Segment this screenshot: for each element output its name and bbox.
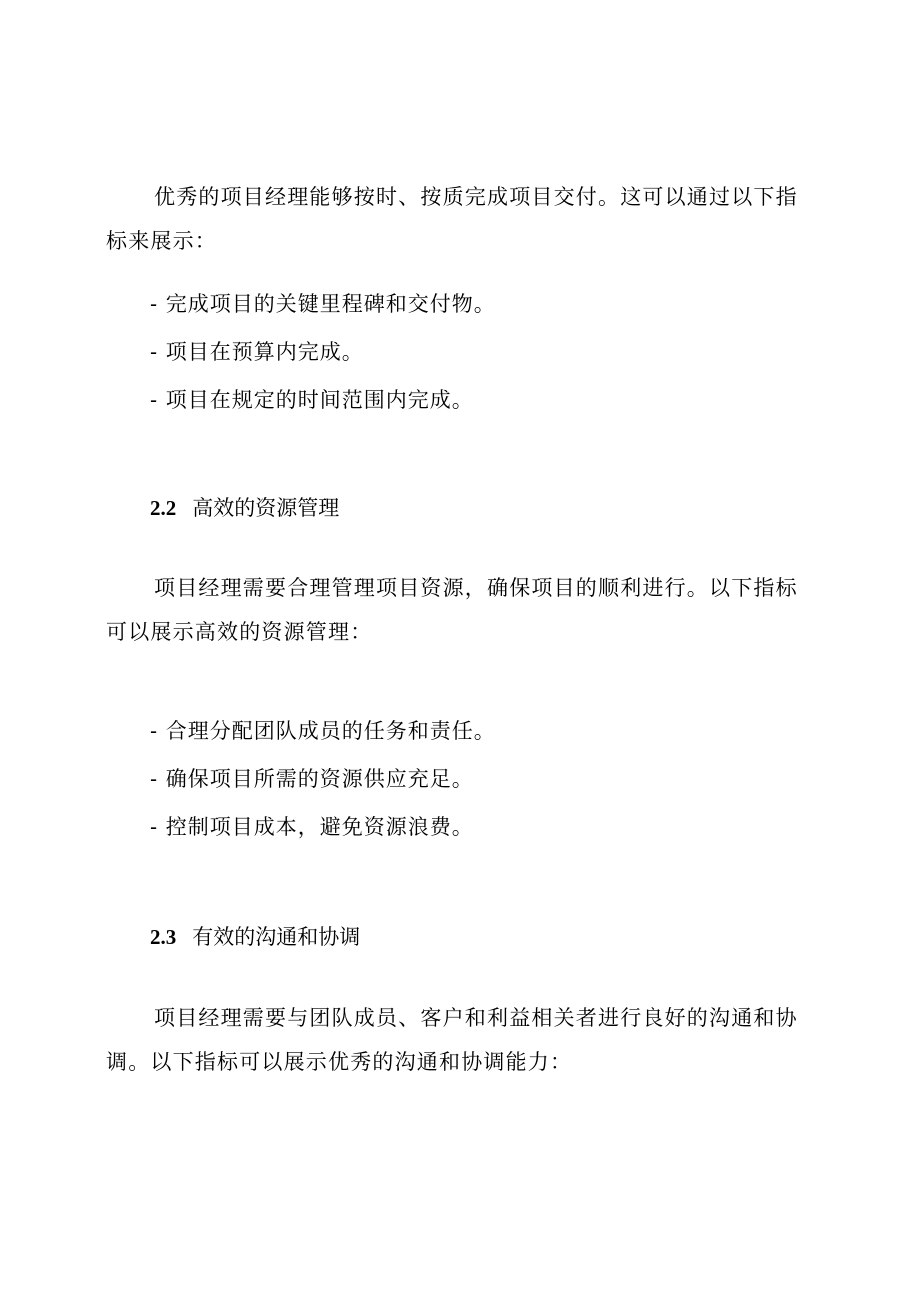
communication-paragraph: 项目经理需要与团队成员、客户和利益相关者进行良好的沟通和协调。以下指标可以展示优秀的沟通和协调能力： <box>106 1006 798 1074</box>
resource-list <box>150 707 496 851</box>
section-number: 2.2 <box>150 496 177 520</box>
list-item: - 合理分配团队成员的任务和责任。 <box>150 719 496 743</box>
section-heading-2-2 <box>150 493 339 523</box>
section-heading-2-3 <box>150 922 360 952</box>
resource-paragraph: 项目经理需要合理管理项目资源，确保项目的顺利进行。以下指标可以展示高效的资源管理： <box>106 576 798 644</box>
list-item: - 确保项目所需的资源供应充足。 <box>150 767 474 791</box>
list-item: - 控制项目成本，避免资源浪费。 <box>150 815 474 839</box>
intro-paragraph: 优秀的项目经理能够按时、按质完成项目交付。这可以通过以下指标来展示： <box>106 185 798 253</box>
section-title: 高效的资源管理 <box>192 496 340 520</box>
section-number: 2.3 <box>150 925 177 949</box>
list-item: - 项目在规定的时间范围内完成。 <box>150 388 474 412</box>
section-title: 有效的沟通和协调 <box>192 925 361 949</box>
list-item: - 完成项目的关键里程碑和交付物。 <box>150 292 496 316</box>
intro-list <box>150 280 496 424</box>
list-item: - 项目在预算内完成。 <box>150 340 364 364</box>
